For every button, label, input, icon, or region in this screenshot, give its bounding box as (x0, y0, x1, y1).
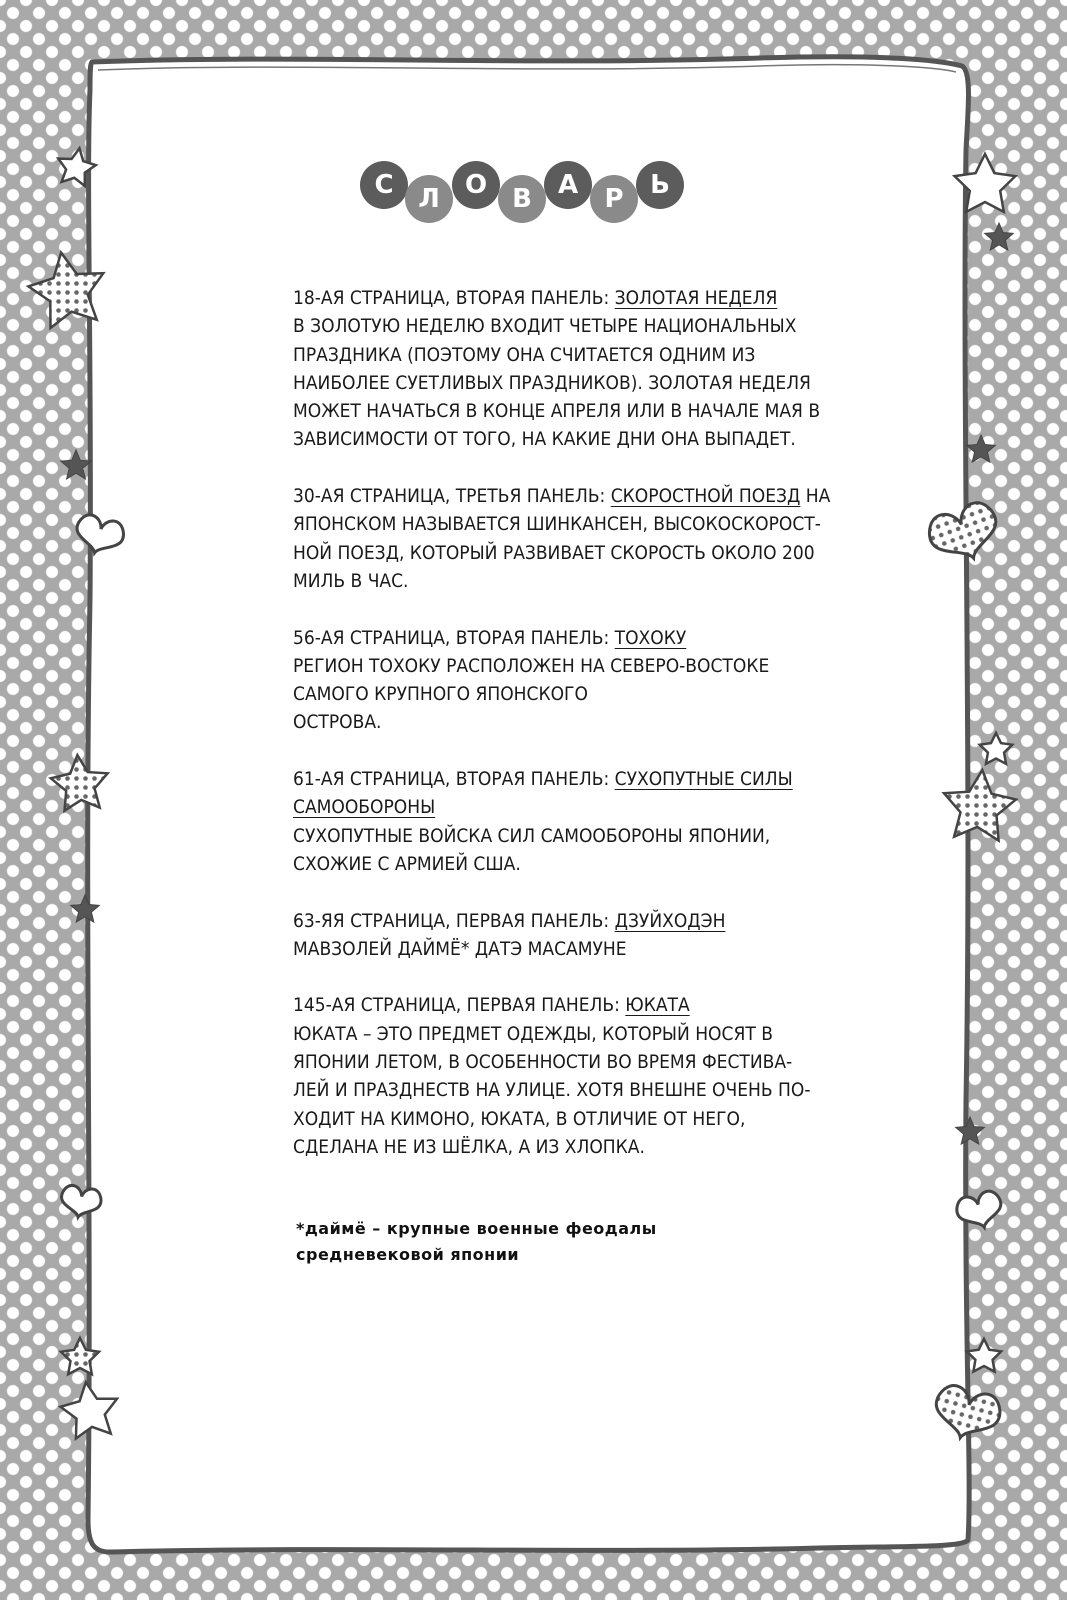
entry-text-line: НОЙ ПОЕЗД, КОТОРЫЙ РАЗВИВАЕТ СКОРОСТЬ ОКОЛО 200 (293, 541, 815, 564)
footnote (296, 1216, 816, 1268)
entry-text-line: МИЛЬ В ЧАС. (293, 569, 409, 592)
star-outline-icon (967, 1339, 1001, 1372)
entry-heading (293, 907, 853, 935)
entry-reference: 63-ЯЯ СТРАНИЦА, ПЕРВАЯ ПАНЕЛЬ: (293, 909, 615, 932)
title-letter-circle: В (498, 175, 546, 223)
glossary-entry (293, 991, 853, 1161)
entry-text-line: ЯПОНСКОМ НАЗЫВАЕТСЯ ШИНКАНСЕН, ВЫСОКОСКОРОСТ- (293, 513, 821, 536)
footnote-line-2: средневековой японии (296, 1245, 520, 1264)
glossary-entry (293, 765, 853, 878)
entry-text-line: МАВЗОЛЕЙ ДАЙМЁ* ДАТЭ МАСАМУНЕ (293, 937, 627, 960)
entry-text-line: ХОДИТ НА КИМОНО, ЮКАТА, В ОТЛИЧИЕ ОТ НЕГО, (293, 1107, 746, 1130)
title-letter-circle: Ь (636, 161, 684, 209)
entry-reference: 61-АЯ СТРАНИЦА, ВТОРАЯ ПАНЕЛЬ: (293, 768, 615, 791)
title-letter-circle: А (544, 161, 592, 209)
title-letter-circle: О (452, 161, 500, 209)
star-small-dark-icon (985, 223, 1014, 250)
title-letter-circle: С (360, 161, 408, 209)
entry-text-line: ПРАЗДНИКА (ПОЭТОМУ ОНА СЧИТАЕТСЯ ОДНИМ ИЗ (293, 343, 756, 366)
entry-heading (293, 624, 853, 652)
glossary-entry (293, 284, 853, 454)
entry-text-line: ОСТРОВА. (293, 711, 382, 734)
entry-term: ДЗУЙХОДЭН (614, 909, 726, 932)
entry-reference: 56-АЯ СТРАНИЦА, ВТОРАЯ ПАНЕЛЬ: (293, 626, 615, 649)
entry-text-line: ЯПОНИИ ЛЕТОМ, В ОСОБЕННОСТИ ВО ВРЕМЯ ФЕСТИВА- (293, 1051, 793, 1074)
entry-term: СКОРОСТНОЙ ПОЕЗД (610, 485, 801, 508)
star-small-dark-icon (967, 435, 996, 462)
title-letter-circle: Р (590, 175, 638, 223)
glossary-entry (293, 907, 853, 964)
entry-text-line: САМОГО КРУПНОГО ЯПОНСКОГО (293, 683, 588, 706)
entry-reference: 30-АЯ СТРАНИЦА, ТРЕТЬЯ ПАНЕЛЬ: (293, 485, 611, 508)
glossary-entry (293, 624, 853, 737)
entry-text-line: РЕГИОН ТОХОКУ РАСПОЛОЖЕН НА СЕВЕРО-ВОСТОКЕ (293, 654, 770, 677)
entry-text-line: СХОЖИЕ С АРМИЕЙ США. (293, 852, 521, 875)
entry-text-line: ЗАВИСИМОСТИ ОТ ТОГО, НА КАКИЕ ДНИ ОНА ВЫПАДЕТ. (293, 428, 796, 451)
entry-text-line: СУХОПУТНЫЕ ВОЙСКА СИЛ САМООБОРОНЫ ЯПОНИИ, (293, 824, 771, 847)
entry-heading (293, 482, 853, 510)
entry-reference: 18-АЯ СТРАНИЦА, ВТОРАЯ ПАНЕЛЬ: (293, 287, 615, 309)
entry-heading (293, 991, 853, 1019)
glossary-title (360, 155, 690, 225)
entry-reference: 145-АЯ СТРАНИЦА, ПЕРВАЯ ПАНЕЛЬ: (293, 994, 626, 1017)
glossary-entry (293, 482, 853, 595)
entry-text-line: МОЖЕТ НАЧАТЬСЯ В КОНЦЕ АПРЕЛЯ ИЛИ В НАЧАЛЕ МАЯ В (293, 400, 821, 423)
entry-term: ЮКАТА (625, 994, 690, 1017)
entry-text-line: НАИБОЛЕЕ СУЕТЛИВЫХ ПРАЗДНИКОВ). ЗОЛОТАЯ НЕДЕЛЯ (293, 371, 811, 394)
entry-text-line: СДЕЛАНА НЕ ИЗ ШЁЛКА, А ИЗ ХЛОПКА. (293, 1135, 645, 1158)
entry-heading (293, 284, 853, 312)
entry-term-continued: САМООБОРОНЫ (293, 796, 436, 819)
entry-term: ТОХОКУ (614, 626, 687, 649)
entry-term: ЗОЛОТАЯ НЕДЕЛЯ (614, 287, 778, 309)
entry-text-line: ЮКАТА – ЭТО ПРЕДМЕТ ОДЕЖДЫ, КОТОРЫЙ НОСЯТ В (293, 1022, 773, 1045)
star-small-dark-icon (61, 450, 91, 479)
entry-term: СУХОПУТНЫЕ СИЛЫ (614, 768, 793, 791)
footnote-line-1: *даймё – крупные военные феодалы (296, 1219, 657, 1238)
entry-heading (293, 765, 853, 793)
glossary-entries (293, 284, 853, 1190)
entry-text-line: В ЗОЛОТУЮ НЕДЕЛЮ ВХОДИТ ЧЕТЫРЕ НАЦИОНАЛЬНЫХ (293, 315, 797, 338)
star-outline-icon (980, 733, 1012, 764)
entry-text-line: ЛЕЙ И ПРАЗДНЕСТВ НА УЛИЦЕ. ХОТЯ ВНЕШНЕ ОЧЕНЬ ПО- (293, 1079, 811, 1102)
entry-heading-tail: НА (800, 485, 831, 508)
title-letter-circle: Л (405, 175, 453, 223)
